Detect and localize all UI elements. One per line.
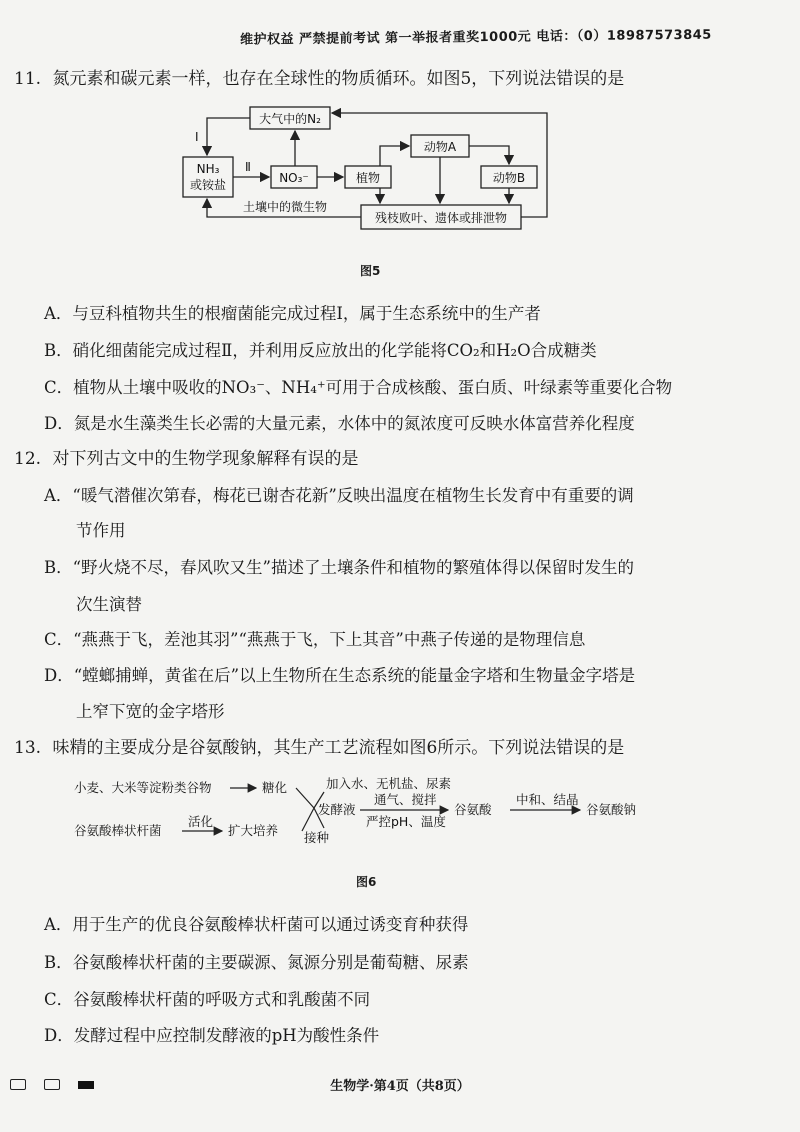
msg-label: 谷氨酸钠 xyxy=(586,802,637,817)
q13-option-a: A．用于生产的优良谷氨酸棒状杆菌可以通过诱变育种获得 xyxy=(44,915,469,934)
q12-option-b: B．“野火烧不尽，春风吹又生”描述了土壤条件和植物的繁殖体得以保留时发生的 xyxy=(44,558,634,577)
figure-5-caption: 图5 xyxy=(360,264,381,278)
question-13-stem xyxy=(14,735,624,761)
process-ii-label: Ⅱ xyxy=(245,160,251,174)
question-number: 11. xyxy=(14,69,42,89)
nh3-label: NH₃ xyxy=(196,162,220,176)
question-number: 13. xyxy=(14,738,42,758)
ammonium-label: 或铵盐 xyxy=(189,178,227,192)
process-i-label: Ⅰ xyxy=(195,130,199,144)
animal-a-label: 动物A xyxy=(423,140,457,154)
question-11-stem xyxy=(14,66,624,92)
question-text: 氮元素和碳元素一样，也存在全球性的物质循环。如图5，下列说法错误的是 xyxy=(52,69,625,89)
q13-option-d: D．发酵过程中应控制发酵液的pH为酸性条件 xyxy=(44,1026,380,1045)
aerate-label: 通气、搅拌 xyxy=(374,792,437,807)
no3-label: NO₃⁻ xyxy=(279,171,309,185)
q11-option-b: B．硝化细菌能完成过程Ⅱ，并利用反应放出的化学能将CO₂和H₂O合成糖类 xyxy=(44,341,597,360)
question-text: 对下列古文中的生物学现象解释有误的是 xyxy=(52,449,359,469)
q12-option-b-cont: 次生演替 xyxy=(76,595,142,614)
atmosphere-label: 大气中的N₂ xyxy=(259,112,321,126)
question-number: 12. xyxy=(14,449,42,469)
q11-option-c: C．植物从土壤中吸收的NO₃⁻、NH₄⁺可用于合成核酸、蛋白质、叶绿素等重要化合物 xyxy=(44,378,673,397)
q12-option-c: C．“燕燕于飞，差池其羽”“燕燕于飞，下上其音”中燕子传递的是物理信息 xyxy=(44,630,586,649)
inoculate-label: 接种 xyxy=(304,830,330,845)
grain-label: 小麦、大米等淀粉类谷物 xyxy=(74,780,212,795)
q12-option-d-cont: 上窄下宽的金字塔形 xyxy=(76,702,225,721)
figure-6-caption: 图6 xyxy=(356,875,377,889)
question-12-stem xyxy=(14,446,358,472)
figure-6-msg-process xyxy=(70,768,710,848)
litter-label: 残枝败叶、遗体或排泄物 xyxy=(374,211,508,225)
activate-label: 活化 xyxy=(188,814,214,829)
q13-option-b: B．谷氨酸棒状杆菌的主要碳源、氮源分别是葡萄糖、尿素 xyxy=(44,953,469,972)
glutamic-label: 谷氨酸 xyxy=(454,802,492,817)
q13-option-c: C．谷氨酸棒状杆菌的呼吸方式和乳酸菌不同 xyxy=(44,990,371,1009)
figure-5-nitrogen-cycle xyxy=(175,105,575,240)
page-number: 生物学·第4页（共8页） xyxy=(330,1079,470,1094)
q11-option-d: D．氮是水生藻类生长必需的大量元素，水体中的氮浓度可反映水体富营养化程度 xyxy=(44,414,635,433)
saccharify-label: 糖化 xyxy=(262,780,288,795)
q12-option-a-cont: 节作用 xyxy=(76,521,126,540)
expand-label: 扩大培养 xyxy=(228,823,279,838)
additives-label: 加入水、无机盐、尿素 xyxy=(326,776,452,791)
question-text: 味精的主要成分是谷氨酸钠，其生产工艺流程如图6所示。下列说法错误的是 xyxy=(52,738,625,758)
bacteria-label: 谷氨酸棒状杆菌 xyxy=(74,823,162,838)
page-header: 维护权益 严禁提前考试 第一举报者重奖1000元 电话：（0）18987573845 xyxy=(239,27,712,48)
q12-option-d: D．“螳螂捕蝉，黄雀在后”以上生物所在生态系统的能量金字塔和生物量金字塔是 xyxy=(44,666,636,685)
q12-option-a: A．“暖气潜催次第春，梅花已谢杏花新”反映出温度在植物生长发育中有重要的调 xyxy=(44,486,634,505)
soil-microbe-label: 土壤中的微生物 xyxy=(242,200,328,214)
broth-label: 发酵液 xyxy=(318,802,356,817)
animal-b-label: 动物B xyxy=(492,171,526,185)
neutralize-label: 中和、结晶 xyxy=(516,792,579,807)
q11-option-a: A．与豆科植物共生的根瘤菌能完成过程Ⅰ，属于生态系统中的生产者 xyxy=(44,304,541,323)
plant-label: 植物 xyxy=(355,171,381,185)
control-label: 严控pH、温度 xyxy=(366,814,446,829)
